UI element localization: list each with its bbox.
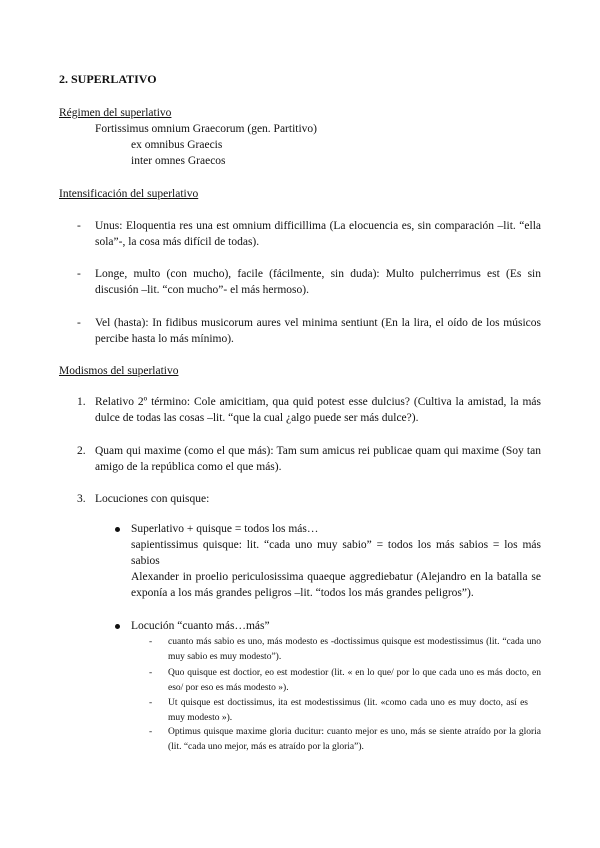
intensificacion-subtitle: Intensificación del superlativo [59, 188, 199, 200]
list-marker: - [77, 317, 81, 329]
bullet-text: Alexander in proelio periculosissima quaeque aggrediebatur (Alejandro en la batalla se exponía a los más grandes peligros –lit. “todos los más grandes peligros”). [131, 571, 541, 599]
regimen-line: Fortissimus omnium Graecorum (gen. Partitivo) [95, 123, 317, 135]
list-marker: - [77, 220, 81, 232]
bullet-point [115, 527, 120, 532]
intensificacion-item: Vel (hasta): In fidibus musicorum aures vel minima sentiunt (En la lira, el oído de los músicos percibe hasta lo más mínimo). [95, 317, 541, 345]
sub-marker: - [149, 727, 153, 737]
sub-item: cuanto más sabio es uno, más modesto es -doctissimus quisque est modestissimus (lit. “cada uno muy sabio es muy modesto”). [168, 637, 541, 662]
bullet-heading: Locución “cuanto más…más” [131, 620, 270, 632]
modismos-item: Quam qui maxime (como el que más): Tam sum amicus rei publicae quam qui maxime (Soy tan amigo de la república como el que más). [95, 445, 541, 473]
sub-marker: - [149, 668, 153, 678]
modismos-item: Locuciones con quisque: [95, 493, 210, 505]
sub-item: Quo quisque est doctior, eo est modestior (lit. « en lo que/ por lo que cada uno es más docto, en eso/ por eso es más modesto »). [168, 668, 541, 693]
intensificacion-item: Longe, multo (con mucho), facile (fácilmente, sin duda): Multo pulcherrimus est (Es sin discusión –lit. “con mucho”- el más hermoso). [95, 268, 541, 296]
list-marker: 3. [77, 493, 86, 505]
list-marker: 2. [77, 445, 86, 457]
bullet-text: sapientissimus quisque: lit. “cada uno muy sabio” = todos los más sabios = los más sabios [131, 539, 541, 567]
regimen-subtitle: Régimen del superlativo [59, 107, 172, 119]
bullet-heading: Superlativo + quisque = todos los más… [131, 523, 319, 535]
sub-marker: - [149, 698, 153, 708]
modismos-item: Relativo 2º término: Cole amicitiam, qua quid potest esse dulcius? (Cultiva la amistad, la más dulce de todas las cosas –lit. “que la cual ¿algo puede ser más dulce?). [95, 396, 541, 424]
sub-item: Ut quisque est doctissimus, ita est modestissimus (lit. «como cada uno es muy docto, así es muy modesto »). [168, 698, 528, 723]
regimen-line: ex omnibus Graecis [131, 139, 223, 151]
section-heading: 2. SUPERLATIVO [59, 72, 157, 86]
intensificacion-item: Unus: Eloquentia res una est omnium difficillima (La elocuencia es, sin comparación –lit. “ella sola”-, la cosa más difícil de todas). [95, 220, 541, 248]
bullet-point [115, 624, 120, 629]
list-marker: 1. [77, 396, 86, 408]
sub-item: Optimus quisque maxime gloria ducitur: cuanto mejor es uno, más se siente atraído por la gloria (lit. “cada uno mejor, más es atraído por la gloria”). [168, 727, 541, 752]
modismos-subtitle: Modismos del superlativo [59, 365, 179, 377]
list-marker: - [77, 268, 81, 280]
sub-marker: - [149, 637, 153, 647]
regimen-line: inter omnes Graecos [131, 155, 226, 167]
